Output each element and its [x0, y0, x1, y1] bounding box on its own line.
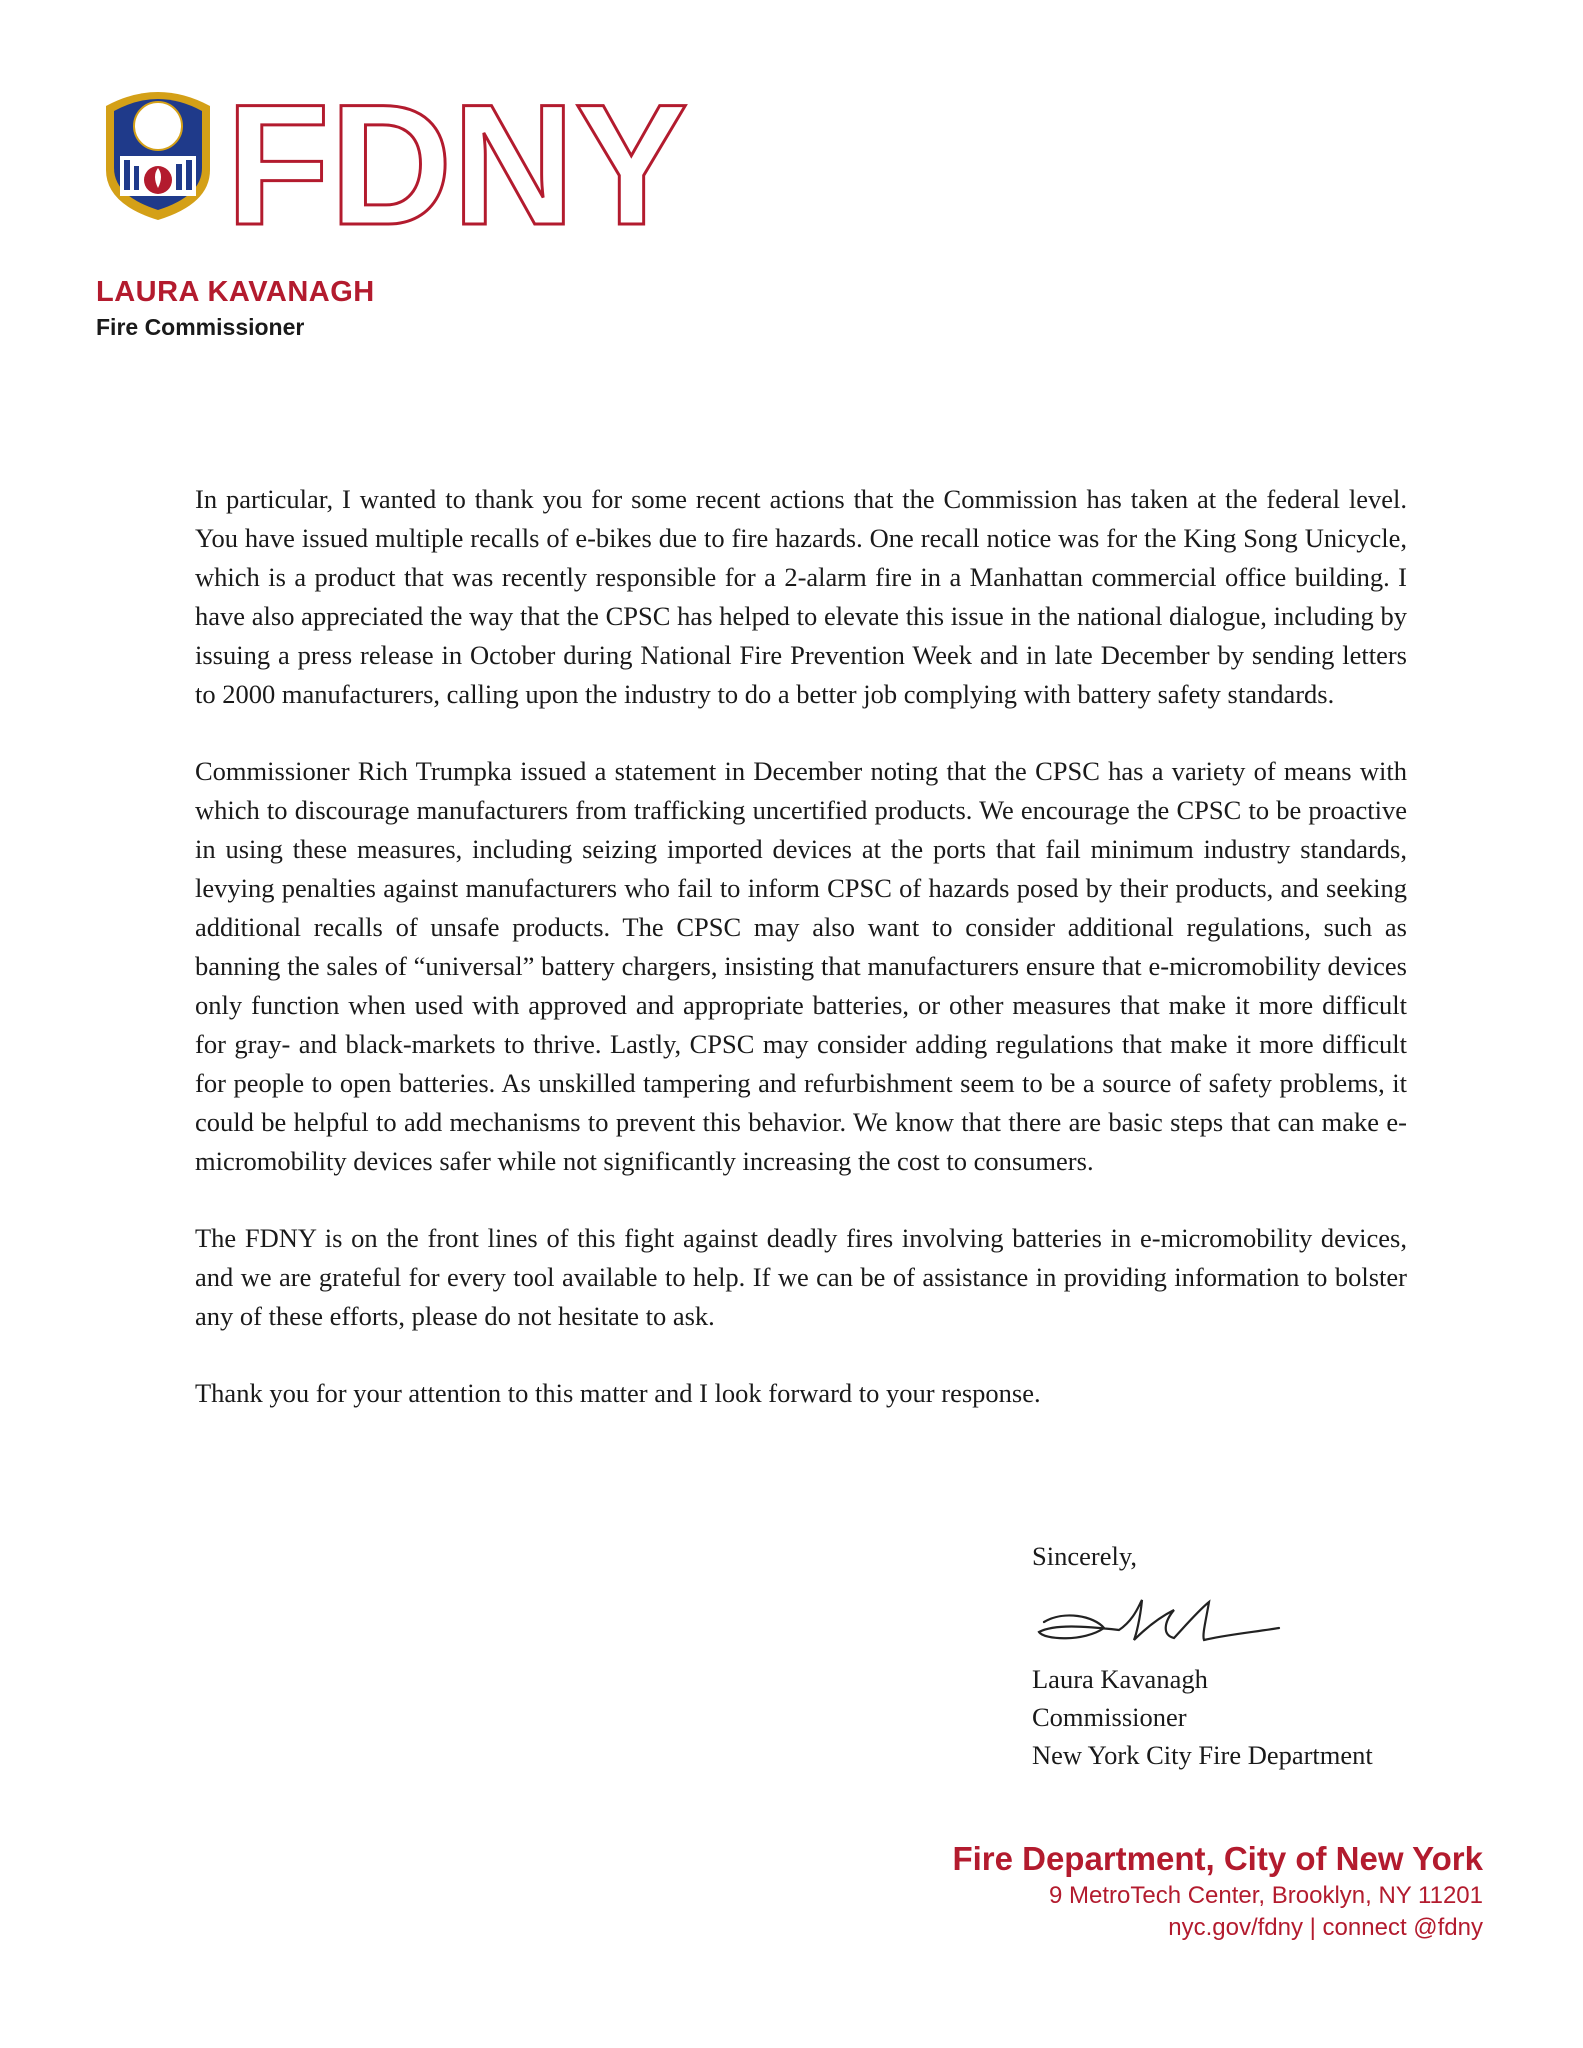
signature-block [1032, 1660, 1373, 1774]
letter-body [195, 480, 1407, 1451]
letterhead [98, 84, 718, 234]
signer-full-name: Laura Kavanagh [1032, 1664, 1208, 1694]
handwritten-signature [1024, 1580, 1294, 1660]
footer-address: 9 MetroTech Center, Brooklyn, NY 11201 [1048, 1882, 1483, 1909]
commissioner-name: LAURA KAVANAGH [96, 276, 375, 308]
wordmark-text: FDNY [226, 84, 688, 234]
salutation: Sincerely, [1032, 1541, 1137, 1571]
footer [952, 1838, 1483, 1944]
commissioner-title: Fire Commissioner [96, 314, 305, 340]
footer-organization: Fire Department, City of New York [952, 1840, 1483, 1877]
signer-organization: New York City Fire Department [1032, 1740, 1373, 1770]
paragraph: Thank you for your attention to this matter and I look forward to your response. [195, 1378, 1041, 1408]
fdny-badge-logo [98, 84, 218, 224]
paragraph: In particular, I wanted to thank you for some recent actions that the Commission has taken at the federal level. You have issued multiple recalls of e-bikes due to fire hazards. One recall notice was for the King Song Unicycle, which is a product that was recently responsible for a 2-alarm fire in a Manhattan commercial office building. I have also appreciated the way that the CPSC has helped to elevate this issue in the national dialogue, including by issuing a press release in October during National Fire Prevention Week and in late December by sending letters to 2000 manufacturers, calling upon the industry to do a better job complying with battery safety standards. [195, 484, 1407, 709]
signer-role: Commissioner [1032, 1702, 1187, 1732]
paragraph: Commissioner Rich Trumpka issued a statement in December noting that the CPSC has a variety of means with which to discourage manufacturers from trafficking uncertified products. We encourage the CPSC to be proactive in using these measures, including seizing imported devices at the ports that fail minimum industry standards, levying penalties against manufacturers who fail to inform CPSC of hazards posed by their products, and seeking additional recalls of unsafe products. The CPSC may also want to consider additional regulations, such as banning the sales of “universal” battery chargers, insisting that manufacturers ensure that e-micromobility devices only function when used with approved and appropriate batteries, or other measures that make it more difficult for gray- and black-markets to thrive. Lastly, CPSC may consider adding regulations that make it more difficult for people to open batteries. As unskilled tampering and refurbishment seem to be a source of safety problems, it could be helpful to add mechanisms to prevent this behavior. We know that there are basic steps that can make e-micromobility devices safer while not significantly increasing the cost to consumers. [195, 756, 1407, 1176]
footer-links[interactable]: nyc.gov/fdny | connect @fdny [1168, 1914, 1483, 1941]
paragraph: The FDNY is on the front lines of this fight against deadly fires involving batteries in e-micromobility devices, and we are grateful for every tool available to help. If we can be of assistance in providing information to bolster any of these efforts, please do not hesitate to ask. [195, 1223, 1407, 1331]
fdny-wordmark [226, 84, 696, 234]
